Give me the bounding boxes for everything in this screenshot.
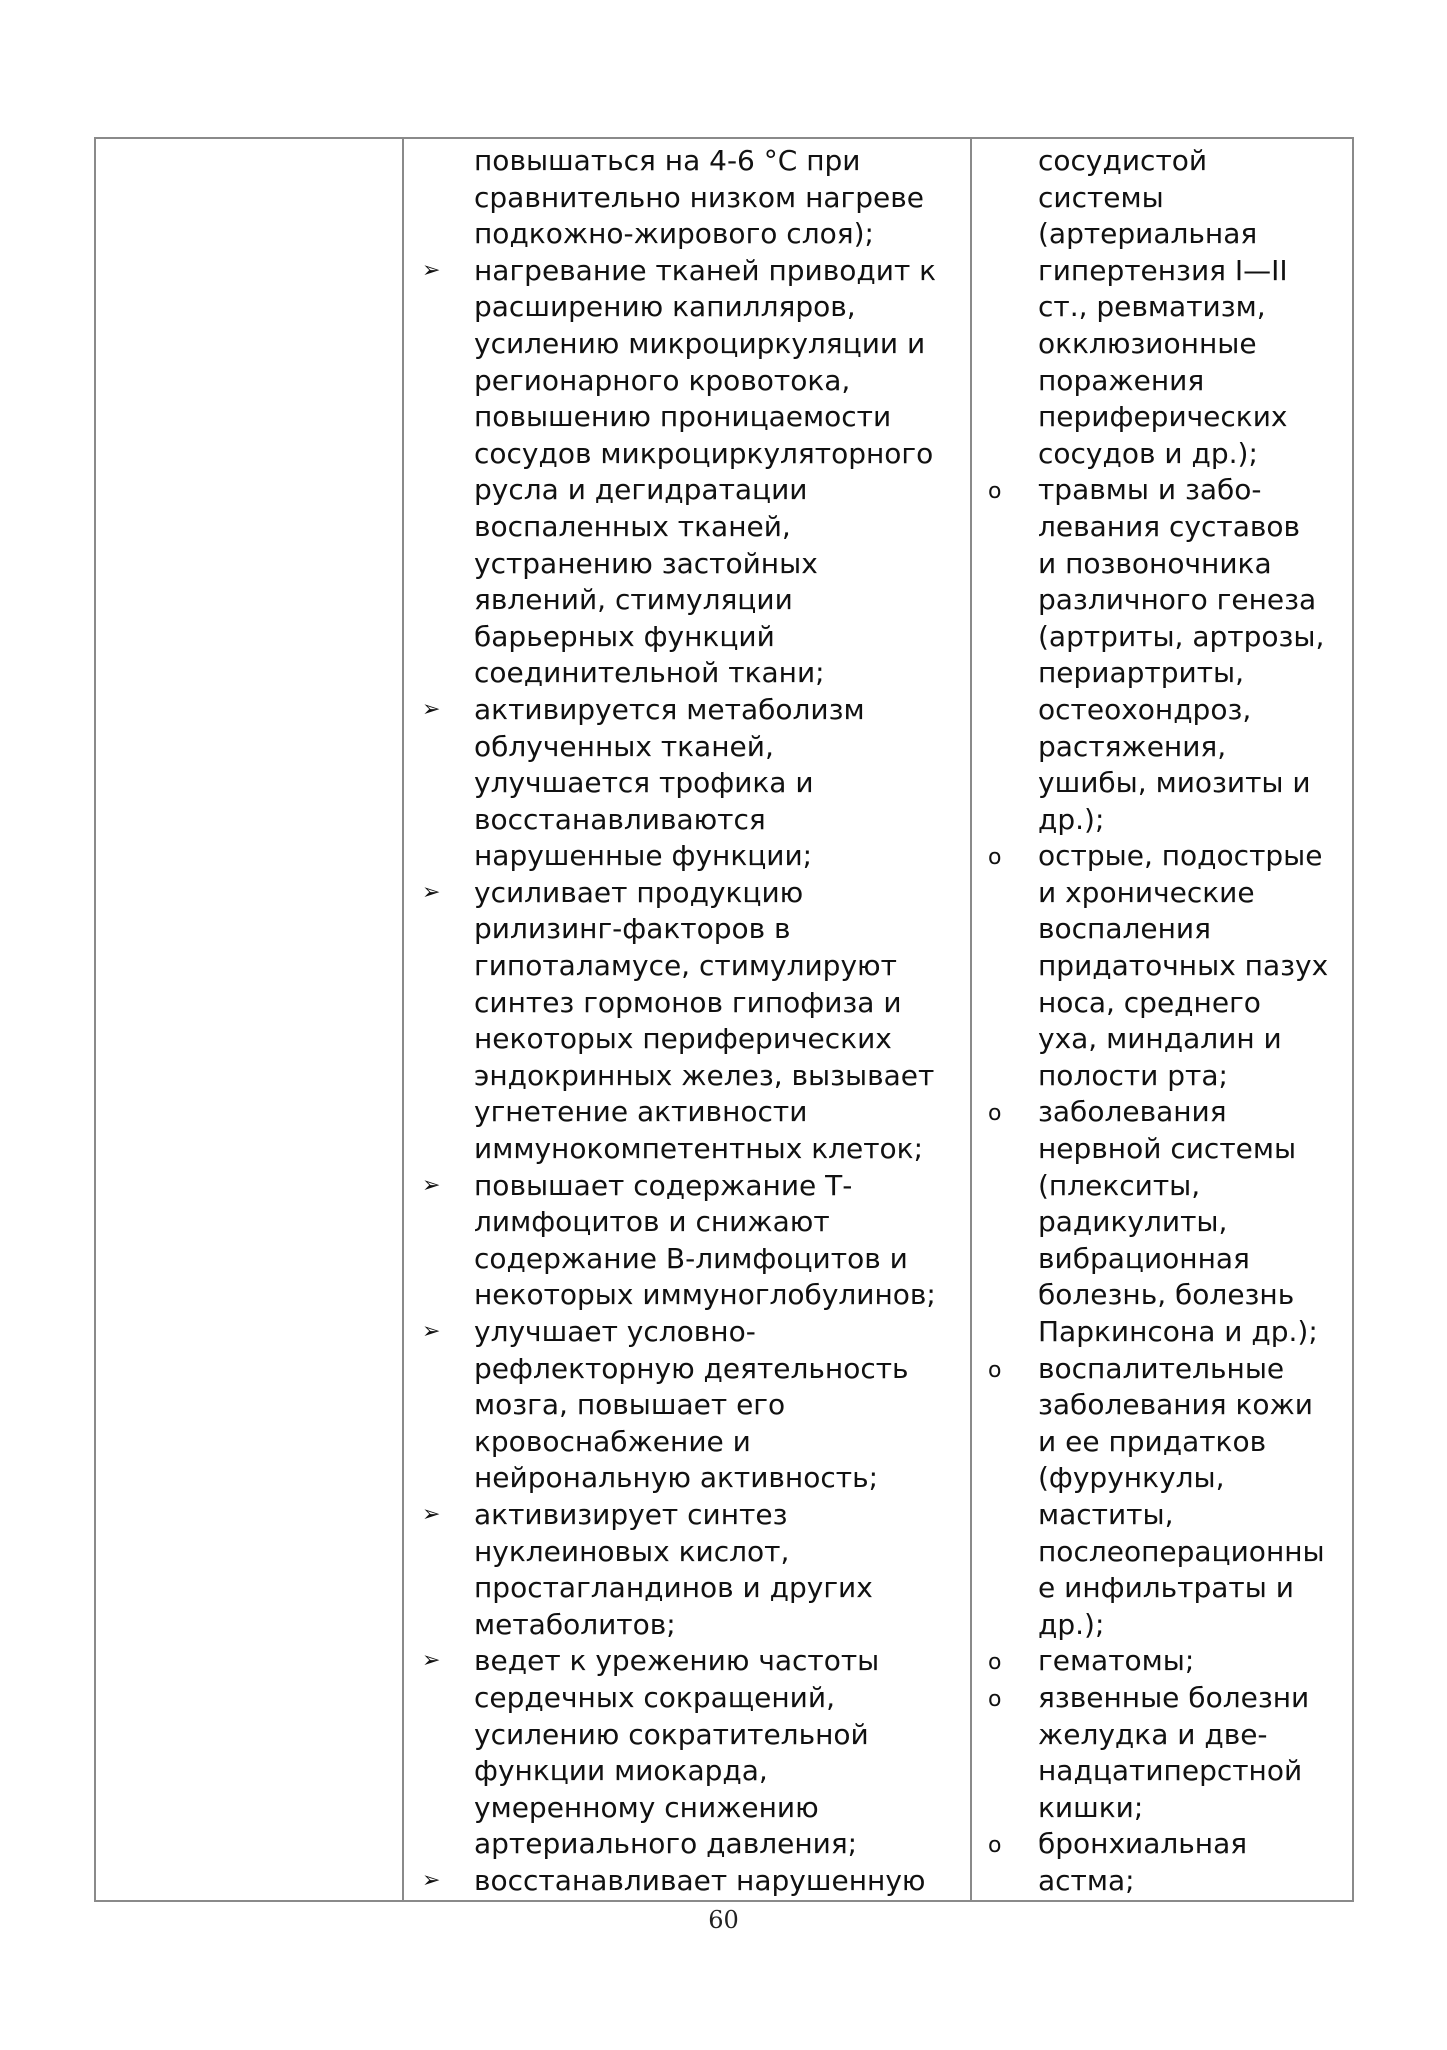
line-text: воспалительные [1038,1351,1285,1385]
line-text: левания суставов [1038,509,1300,543]
bullet-marker: ➢ [422,879,441,905]
line-text: лимфоцитов и снижают [474,1205,830,1239]
text-line [972,143,1352,180]
line-text: усиливает продукцию [474,875,804,909]
line-text: нервной системы [1038,1132,1297,1166]
line-text: явлений, стимуляции [474,583,793,617]
line-text: полости рта; [1038,1058,1228,1092]
bullet-marker: ➢ [422,1867,441,1893]
line-text: синтез гормонов гипофиза и [474,985,902,1019]
text-line [404,1351,970,1388]
line-text: устранению застойных [474,546,818,580]
line-text: повышению проницаемости [474,400,892,434]
text-line [404,1277,970,1314]
text-line [404,1168,970,1205]
text-line [404,582,970,619]
line-text: поражения [1038,363,1205,397]
line-text: усилению сократительной [474,1717,869,1751]
text-line [404,289,970,326]
bullet-marker: o [988,1833,1002,1859]
line-text: остеохондроз, [1038,692,1252,726]
text-line [972,948,1352,985]
text-line [404,1021,970,1058]
text-line [404,363,970,400]
line-text: угнетение активности [474,1095,808,1129]
indications-cell [971,138,1353,1901]
text-line [972,1094,1352,1131]
bullet-marker: ➢ [422,1648,441,1674]
bullet-marker: ➢ [422,1172,441,1198]
line-text: воспаления [1038,912,1211,946]
text-line [404,472,970,509]
line-text: нагревание тканей приводит к [474,253,937,287]
line-text: растяжения, [1038,729,1227,763]
line-text: маститы, [1038,1497,1174,1531]
text-line [972,1826,1352,1863]
line-text: усилению микроциркуляции и [474,326,926,360]
line-text: нарушенные функции; [474,839,813,873]
text-line [404,1204,970,1241]
line-text: язвенные болезни [1038,1680,1310,1714]
line-text: ушибы, миозиты и [1038,766,1311,800]
line-text: барьерных функций [474,619,775,653]
table-row [95,138,1353,1901]
text-line [972,1168,1352,1205]
bullet-marker: ➢ [422,696,441,722]
text-line [972,1314,1352,1351]
line-text: носа, среднего [1038,985,1261,1019]
text-line [404,692,970,729]
bullet-marker: o [988,1686,1002,1712]
line-text: простагландинов и других [474,1571,873,1605]
line-text: метаболитов; [474,1607,676,1641]
text-line [972,326,1352,363]
bullet-marker: o [988,845,1002,871]
line-text: заболевания [1038,1095,1227,1129]
line-text: умеренному снижению [474,1790,819,1824]
text-line [972,1424,1352,1461]
line-text: бронхиальная [1038,1827,1248,1861]
text-line [972,875,1352,912]
line-text: функции миокарда, [474,1754,768,1788]
line-text: послеоперационны [1038,1534,1325,1568]
text-line [972,1607,1352,1644]
line-text: радикулиты, [1038,1205,1228,1239]
text-line [404,838,970,875]
text-line [404,765,970,802]
bullet-marker: o [988,1357,1002,1383]
line-text: придаточных пазух [1038,949,1329,983]
effects-cell [403,138,971,1901]
line-text: улучшает условно- [474,1315,756,1348]
line-text: заболевания кожи [1038,1388,1313,1422]
content-table [94,137,1354,1902]
text-line [972,472,1352,509]
text-line [972,1790,1352,1827]
line-text: артериального давления; [474,1827,858,1861]
line-text: астма; [1038,1863,1135,1897]
line-text: травмы и забо- [1038,473,1262,507]
line-text: (артериальная [1038,217,1258,251]
text-line [972,985,1352,1022]
text-line [404,875,970,912]
text-line [404,1790,970,1827]
line-text: повышает содержание Т- [474,1168,853,1202]
bullet-marker: o [988,479,1002,505]
empty-left-cell [95,138,403,1901]
text-line [972,692,1352,729]
line-text: гипоталамусе, стимулируют [474,949,897,983]
text-line [404,619,970,656]
bullet-marker: o [988,1101,1002,1127]
line-text: нуклеиновых кислот, [474,1534,790,1568]
bullet-marker: o [988,1650,1002,1676]
line-text: (плекситы, [1038,1168,1201,1202]
line-text: и хронические [1038,875,1255,909]
line-text: сосудов микроциркуляторного [474,436,934,470]
line-text: восстанавливает нарушенную [474,1863,926,1897]
text-line [404,253,970,290]
line-text: периферических [1038,400,1288,434]
effects-list [404,139,970,1900]
text-line [972,1680,1352,1717]
line-text: воспаленных тканей, [474,509,791,543]
indications-list [972,139,1352,1900]
text-line [972,1204,1352,1241]
text-line [404,1387,970,1424]
text-line [404,802,970,839]
line-text: активируется метаболизм [474,692,865,726]
text-line [404,546,970,583]
text-line [404,729,970,766]
line-text: сердечных сокращений, [474,1680,835,1714]
text-line [404,1460,970,1497]
line-text: сосудов и др.); [1038,436,1258,470]
text-line [404,1607,970,1644]
text-line [972,216,1352,253]
page-number: 60 [708,1906,739,1934]
text-line [404,1753,970,1790]
line-text: окклюзионные [1038,326,1257,360]
text-line [972,1863,1352,1900]
line-text: ведет к урежению частоты [474,1644,880,1678]
line-text: русла и дегидратации [474,473,808,507]
text-line [972,180,1352,217]
text-line [404,655,970,692]
line-text: иммунокомпетентных клеток; [474,1132,924,1166]
text-line [972,1534,1352,1571]
text-line [972,1570,1352,1607]
text-line [972,1497,1352,1534]
text-line [404,1094,970,1131]
text-line [972,1717,1352,1754]
line-text: сосудистой [1038,144,1208,177]
bullet-marker: ➢ [422,1319,441,1344]
text-line [404,1497,970,1534]
text-line [404,1131,970,1168]
text-line [404,1424,970,1461]
bullet-marker: ➢ [422,257,441,283]
line-text: различного генеза [1038,583,1317,617]
text-line [404,1643,970,1680]
text-line [404,1826,970,1863]
line-text: (фурункулы, [1038,1461,1225,1495]
text-line [404,1680,970,1717]
text-line [972,399,1352,436]
line-text: острые, подострые [1038,839,1323,873]
line-text: гипертензия I—II [1038,253,1288,287]
text-line [404,1570,970,1607]
line-text: кишки; [1038,1790,1144,1824]
text-line [972,436,1352,473]
line-text: облученных тканей, [474,729,774,763]
line-text: мозга, повышает его [474,1388,786,1422]
text-line [972,1241,1352,1278]
text-line [404,180,970,217]
text-line [404,985,970,1022]
text-line [972,911,1352,948]
line-text: ст., ревматизм, [1038,290,1266,324]
line-text: повышаться на 4-6 °С при [474,144,861,177]
text-line [404,1241,970,1278]
text-line [972,729,1352,766]
text-line [404,436,970,473]
text-line [404,326,970,363]
text-line [404,1534,970,1571]
line-text: вибрационная [1038,1241,1250,1275]
line-text: и позвоночника [1038,546,1272,580]
text-line [404,216,970,253]
text-line [972,765,1352,802]
line-text: Паркинсона и др.); [1038,1315,1318,1348]
text-line [972,802,1352,839]
line-text: регионарного кровотока, [474,363,851,397]
line-text: соединительной ткани; [474,656,825,690]
line-text: др.); [1038,1607,1105,1641]
text-line [972,582,1352,619]
line-text: надцатиперстной [1038,1754,1303,1788]
text-line [972,1277,1352,1314]
line-text: др.); [1038,802,1105,836]
text-line [972,1753,1352,1790]
line-text: содержание В-лимфоцитов и [474,1241,908,1275]
text-line [404,1314,970,1351]
line-text: и ее придатков [1038,1424,1267,1458]
text-line [972,1643,1352,1680]
line-text: (артриты, артрозы, [1038,619,1325,653]
line-text: подкожно-жирового слоя); [474,217,874,251]
text-line [404,948,970,985]
line-text: кровоснабжение и [474,1424,751,1458]
line-text: некоторых периферических [474,1022,892,1056]
text-line [404,509,970,546]
line-text: улучшается трофика и [474,766,814,800]
line-text: рефлекторную деятельность [474,1351,909,1385]
line-text: рилизинг-факторов в [474,912,791,946]
text-line [404,911,970,948]
text-line [972,289,1352,326]
text-line [404,1863,970,1900]
text-line [972,1131,1352,1168]
text-line [972,363,1352,400]
text-line [972,838,1352,875]
line-text: эндокринных желез, вызывает [474,1058,935,1092]
line-text: уха, миндалин и [1038,1022,1282,1056]
line-text: периартриты, [1038,656,1245,690]
line-text: сравнительно низком нагреве [474,180,924,214]
text-line [972,1387,1352,1424]
text-line [972,655,1352,692]
text-line [972,546,1352,583]
text-line [972,619,1352,656]
line-text: восстанавливаются [474,802,766,836]
bullet-marker: ➢ [422,1501,441,1527]
text-line [404,1058,970,1095]
text-line [972,1021,1352,1058]
text-line [972,1460,1352,1497]
line-text: нейрональную активность; [474,1461,879,1495]
text-line [972,509,1352,546]
text-line [404,399,970,436]
text-line [972,1351,1352,1388]
text-line [404,1717,970,1754]
line-text: болезнь, болезнь [1038,1278,1295,1312]
line-text: расширению капилляров, [474,290,856,324]
line-text: системы [1038,180,1164,214]
line-text: е инфильтраты и [1038,1571,1294,1605]
line-text: желудка и две- [1038,1717,1268,1751]
line-text: активизирует синтез [474,1497,788,1531]
text-line [972,253,1352,290]
text-line [404,143,970,180]
line-text: некоторых иммуноглобулинов; [474,1278,936,1312]
line-text: гематомы; [1038,1644,1195,1678]
text-line [972,1058,1352,1095]
